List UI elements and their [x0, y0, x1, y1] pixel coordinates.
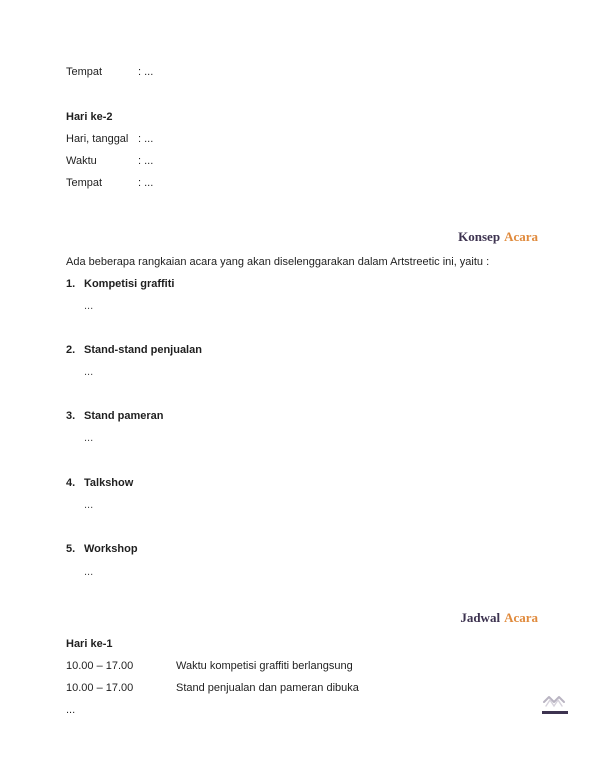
item-3-title: Stand pameran: [84, 410, 164, 422]
schedule-row-2-desc: Stand penjualan dan pameran dibuka: [176, 682, 359, 694]
place-value: : ...: [138, 66, 154, 78]
day2-place-value: : ...: [138, 177, 154, 189]
jadwal-heading-word1: Jadwal: [460, 610, 501, 625]
item-2-title: Stand-stand penjualan: [84, 344, 202, 356]
konsep-intro: Ada beberapa rangkaian acara yang akan diselenggarakan dalam Artstreetic ini, yaitu :: [66, 256, 490, 268]
item-5-title: Workshop: [84, 543, 138, 555]
konsep-heading-word2: Acara: [504, 229, 538, 244]
item-1-title: Kompetisi graffiti: [84, 278, 175, 290]
day2-date-label: Hari, tanggal: [66, 133, 129, 145]
schedule-row-2-time: 10.00 – 17.00: [66, 682, 134, 694]
item-3-number: 3.: [66, 410, 76, 422]
place-label: Tempat: [66, 66, 103, 78]
item-2-detail: ...: [84, 366, 94, 378]
schedule-trailing: ...: [66, 704, 76, 716]
item-1-detail: ...: [84, 300, 94, 312]
day2-place-label: Tempat: [66, 177, 103, 189]
day2-title: Hari ke-2: [66, 111, 113, 123]
day2-date-value: : ...: [138, 133, 154, 145]
item-2-number: 2.: [66, 344, 76, 356]
item-4-detail: ...: [84, 499, 94, 511]
konsep-heading: [458, 229, 538, 245]
jadwal-heading: [460, 610, 538, 626]
item-4-number: 4.: [66, 477, 76, 489]
day1-title: Hari ke-1: [66, 638, 113, 650]
item-3-detail: ...: [84, 432, 94, 444]
day2-time-value: : ...: [138, 155, 154, 167]
item-5-number: 5.: [66, 543, 76, 555]
brand-logo-icon: [540, 688, 570, 718]
schedule-row-1-desc: Waktu kompetisi graffiti berlangsung: [176, 660, 353, 672]
konsep-heading-word1: Konsep: [458, 229, 501, 244]
jadwal-heading-word2: Acara: [504, 610, 538, 625]
item-5-detail: ...: [84, 566, 94, 578]
schedule-row-1-time: 10.00 – 17.00: [66, 660, 134, 672]
day2-time-label: Waktu: [66, 155, 97, 167]
item-1-number: 1.: [66, 278, 76, 290]
item-4-title: Talkshow: [84, 477, 134, 489]
